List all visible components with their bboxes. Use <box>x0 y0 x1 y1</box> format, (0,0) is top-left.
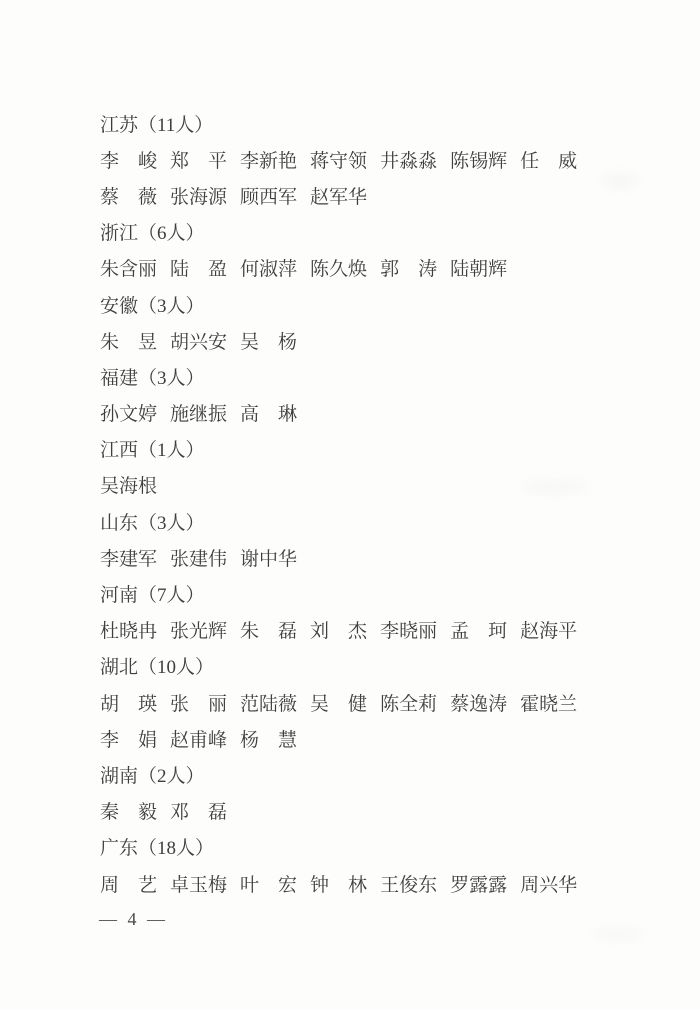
person-name: 吴 健 <box>310 693 368 715</box>
person-name: 胡 瑛 <box>100 693 158 715</box>
name-line <box>100 252 610 288</box>
person-name: 施继振 <box>170 404 228 426</box>
person-name: 陆 盈 <box>170 259 228 281</box>
document-content <box>100 107 610 903</box>
person-name: 叶 宏 <box>240 874 298 896</box>
name-line <box>100 867 610 903</box>
province-section <box>100 288 610 360</box>
person-name: 朱含丽 <box>100 259 158 281</box>
name-line <box>100 397 610 433</box>
person-name: 赵甫峰 <box>170 729 228 751</box>
province-header: 湖北（10人） <box>100 657 215 679</box>
person-name: 蔡 薇 <box>100 186 158 208</box>
person-name: 范陆薇 <box>240 693 298 715</box>
province-header: 河南（7人） <box>100 585 205 607</box>
person-name: 陈全莉 <box>380 693 438 715</box>
province-section <box>100 360 610 432</box>
name-line <box>100 686 610 722</box>
name-line <box>100 324 610 360</box>
person-name: 杜晓冉 <box>100 621 158 643</box>
name-line <box>100 143 610 179</box>
person-name: 张海源 <box>170 186 228 208</box>
person-name: 张 丽 <box>170 693 228 715</box>
person-name: 陆朝辉 <box>450 259 508 281</box>
person-name: 朱 磊 <box>240 621 298 643</box>
name-line <box>100 469 610 505</box>
province-header: 浙江（6人） <box>100 223 205 245</box>
person-name: 钟 林 <box>310 874 368 896</box>
province-section <box>100 216 610 288</box>
name-line <box>100 179 610 215</box>
person-name: 李建军 <box>100 548 158 570</box>
person-name: 高 琳 <box>240 404 298 426</box>
person-name: 杨 慧 <box>240 729 298 751</box>
province-section <box>100 433 610 505</box>
province-header: 广东（18人） <box>100 838 215 860</box>
person-name: 蔡逸涛 <box>450 693 508 715</box>
person-name: 顾西军 <box>240 186 298 208</box>
province-header: 江苏（11人） <box>100 114 214 136</box>
person-name: 孙文婷 <box>100 404 158 426</box>
province-section <box>100 831 610 903</box>
province-section <box>100 758 610 830</box>
person-name: 任 威 <box>520 150 578 172</box>
province-section <box>100 107 610 216</box>
person-name: 卓玉梅 <box>170 874 228 896</box>
person-name: 陈锡辉 <box>450 150 508 172</box>
person-name: 朱 昱 <box>100 331 158 353</box>
person-name: 罗露露 <box>450 874 508 896</box>
province-header: 江西（1人） <box>100 440 205 462</box>
person-name: 邓 磊 <box>170 802 228 824</box>
person-name: 何淑萍 <box>240 259 298 281</box>
person-name: 孟 珂 <box>450 621 508 643</box>
province-header: 安徽（3人） <box>100 295 205 317</box>
person-name: 吴 杨 <box>240 331 298 353</box>
person-name: 陈久焕 <box>310 259 368 281</box>
province-header: 福建（3人） <box>100 367 205 389</box>
person-name: 周兴华 <box>520 874 578 896</box>
person-name: 井淼淼 <box>380 150 438 172</box>
scan-artifact <box>590 928 645 940</box>
person-name: 李新艳 <box>240 150 298 172</box>
person-name: 霍晓兰 <box>520 693 578 715</box>
person-name: 胡兴安 <box>170 331 228 353</box>
person-name: 李 峻 <box>100 150 158 172</box>
person-name: 李 娟 <box>100 729 158 751</box>
name-line <box>100 722 610 758</box>
name-line <box>100 541 610 577</box>
province-header: 湖南（2人） <box>100 765 205 787</box>
person-name: 李晓丽 <box>380 621 438 643</box>
name-line <box>100 614 610 650</box>
province-header: 山东（3人） <box>100 512 205 534</box>
province-section <box>100 505 610 577</box>
province-section <box>100 577 610 649</box>
person-name: 蒋守领 <box>310 150 368 172</box>
person-name: 郑 平 <box>170 150 228 172</box>
person-name: 赵海平 <box>520 621 578 643</box>
province-section <box>100 650 610 759</box>
person-name: 张光辉 <box>170 621 228 643</box>
person-name: 张建伟 <box>170 548 228 570</box>
person-name: 郭 涛 <box>380 259 438 281</box>
person-name: 赵军华 <box>310 186 368 208</box>
person-name: 刘 杰 <box>310 621 368 643</box>
person-name: 周 艺 <box>100 874 158 896</box>
person-name: 吴海根 <box>100 476 158 498</box>
person-name: 王俊东 <box>380 874 438 896</box>
person-name: 秦 毅 <box>100 802 158 824</box>
name-line <box>100 795 610 831</box>
person-name: 谢中华 <box>240 548 298 570</box>
page-number: — 4 — <box>99 908 168 929</box>
